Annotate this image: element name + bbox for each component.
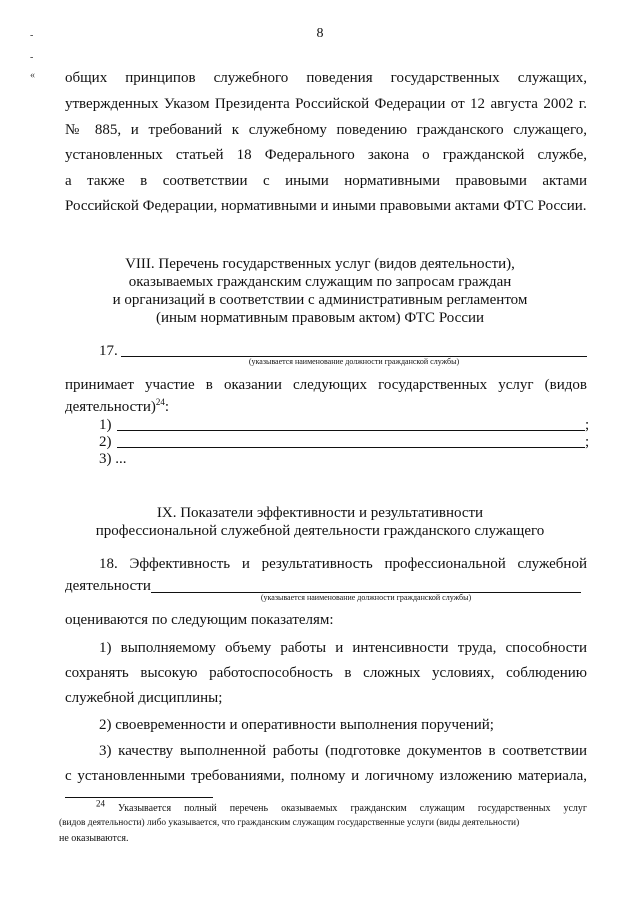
list-item-end: ; bbox=[585, 434, 590, 450]
paragraph-line: с установленными требованиями, полному и логичному изложению материала, bbox=[65, 768, 587, 784]
paragraph-line: общих принципов служебного поведения государственных служащих, bbox=[65, 70, 587, 86]
margin-mark: - bbox=[30, 52, 34, 63]
item-number: 17. bbox=[99, 343, 118, 359]
paragraph-line: 2) своевременности и оперативности выполнения поручений; bbox=[99, 717, 494, 733]
fill-in-line bbox=[117, 447, 585, 448]
list-item-number: 1) bbox=[99, 417, 112, 433]
page-number: 8 bbox=[316, 26, 324, 41]
paragraph-line: № 885, и требований к служебному поведению гражданского служащего, bbox=[65, 122, 587, 138]
section-heading: оказываемых гражданским служащим по запросам граждан bbox=[128, 274, 512, 290]
paragraph-line: служебной дисциплины; bbox=[65, 690, 223, 706]
paragraph-line: Российской Федерации, нормативными и иными правовыми актами ФТС России. bbox=[65, 198, 587, 214]
footnote-line bbox=[96, 798, 588, 815]
paragraph-line: а также в соответствии с иными нормативными правовыми актами bbox=[65, 173, 587, 189]
list-item-number: 2) bbox=[99, 434, 112, 450]
footnote-line: не оказываются. bbox=[59, 833, 129, 844]
paragraph-line bbox=[65, 398, 587, 416]
footnote-line: (видов деятельности) либо указывается, что гражданским служащим государственные услуги (виды деятельности) bbox=[59, 818, 520, 828]
paragraph-line: 1) выполняемому объему работы и интенсивности труда, способности bbox=[99, 640, 587, 656]
section-heading: VIII. Перечень государственных услуг (видов деятельности), bbox=[125, 256, 515, 272]
section-heading: и организаций в соответствии с административным регламентом bbox=[112, 292, 528, 308]
list-item-end: ; bbox=[585, 417, 590, 433]
paragraph-line: утвержденных Указом Президента Российской Федерации от 12 августа 2002 г. bbox=[65, 96, 587, 112]
margin-mark: « bbox=[30, 70, 35, 81]
paragraph-line: 18. Эффективность и результативность профессиональной служебной bbox=[99, 556, 587, 572]
footnote-ref: 24 bbox=[155, 397, 165, 407]
paragraph-line: установленных статьей 18 Федерального закона о гражданской службе, bbox=[65, 147, 587, 163]
paragraph-text: деятельности) bbox=[65, 399, 156, 415]
section-heading: IX. Показатели эффективности и результативности bbox=[156, 505, 484, 521]
colon: : bbox=[164, 399, 170, 415]
footnote-number: 24 bbox=[96, 798, 105, 809]
paragraph-line: сохранять высокую работоспособность в сложных условиях, соблюдению bbox=[65, 665, 587, 681]
paragraph-line: 3) качеству выполненной работы (подготовке документов в соответствии bbox=[99, 743, 587, 759]
paragraph-line: деятельности bbox=[65, 578, 151, 594]
margin-mark: - bbox=[30, 30, 34, 41]
footnote-separator bbox=[65, 797, 213, 798]
paragraph-line: оцениваются по следующим показателям: bbox=[65, 612, 334, 628]
section-heading: профессиональной служебной деятельности гражданского служащего bbox=[95, 523, 545, 539]
list-item-number: 3) ... bbox=[99, 451, 127, 467]
field-hint: (указывается наименование должности гражданской службы) bbox=[248, 357, 460, 366]
fill-in-line bbox=[117, 430, 585, 431]
paragraph-line: принимает участие в оказании следующих государственных услуг (видов bbox=[65, 377, 587, 393]
footnote-text: Указывается полный перечень оказываемых гражданским служащим государственных услуг bbox=[118, 803, 588, 814]
section-heading: (иным нормативным правовым актом) ФТС России bbox=[155, 310, 485, 326]
field-hint: (указывается наименование должности гражданской службы) bbox=[260, 593, 472, 602]
